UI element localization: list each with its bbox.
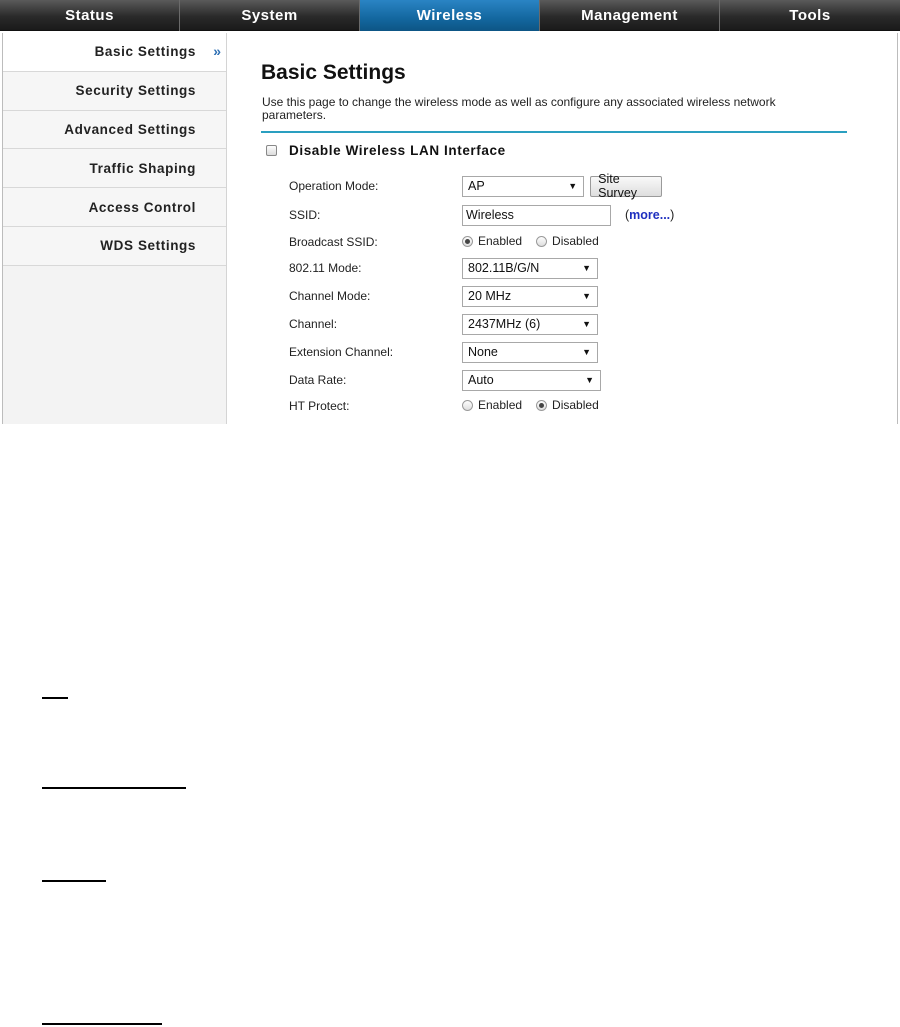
channel-label: Channel: — [289, 317, 338, 331]
tab-status[interactable]: Status — [0, 0, 180, 31]
disable-wlan-label: Disable Wireless LAN Interface — [289, 143, 506, 158]
more-close-paren: ) — [670, 208, 675, 222]
caret-down-icon: ▼ — [582, 346, 591, 357]
radio-selected-icon[interactable] — [536, 400, 547, 411]
radio-label: Disabled — [552, 398, 599, 412]
tab-wireless[interactable]: Wireless — [360, 0, 540, 31]
radio-label: Enabled — [478, 398, 523, 412]
sidebar-item-security-settings[interactable] — [3, 72, 226, 111]
sidebar-item-label: Traffic Shaping — [89, 160, 196, 176]
more-link-wrapper — [625, 208, 674, 222]
sidebar-item-basic-settings[interactable] — [3, 33, 226, 72]
channel-mode-value: 20 MHz — [468, 289, 512, 303]
extension-channel-label: Extension Channel: — [289, 345, 394, 359]
more-open-paren: ( — [625, 208, 630, 222]
data-rate-label: Data Rate: — [289, 373, 347, 387]
channel-mode-label: Channel Mode: — [289, 289, 371, 303]
channel-mode-select[interactable] — [462, 286, 598, 307]
ht-protect-disabled-option[interactable] — [536, 398, 599, 412]
disable-wlan-checkbox[interactable] — [266, 145, 277, 156]
top-navigation — [0, 0, 900, 31]
underline-rule — [42, 1023, 162, 1025]
title-divider — [261, 131, 847, 133]
ht-protect-label: HT Protect: — [289, 399, 350, 413]
ssid-label: SSID: — [289, 208, 321, 222]
mode-80211-label: 802.11 Mode: — [289, 261, 362, 275]
sidebar-item-advanced-settings[interactable] — [3, 111, 226, 150]
page-title: Basic Settings — [261, 61, 406, 84]
disable-wlan-row — [266, 143, 506, 158]
radio-icon[interactable] — [462, 400, 473, 411]
tab-tools[interactable]: Tools — [789, 7, 831, 24]
sidebar-item-label: Security Settings — [75, 83, 196, 99]
caret-down-icon: ▼ — [582, 262, 591, 273]
underline-rule — [42, 787, 186, 789]
radio-selected-icon[interactable] — [462, 236, 473, 247]
caret-down-icon: ▼ — [582, 318, 591, 329]
ht-protect-enabled-option[interactable] — [462, 398, 522, 412]
main-frame — [2, 33, 898, 424]
underline-rule — [42, 880, 106, 882]
underline-rule — [42, 697, 68, 699]
broadcast-ssid-disabled-option[interactable] — [536, 234, 599, 248]
broadcast-ssid-enabled-option[interactable] — [462, 234, 522, 248]
channel-value: 2437MHz (6) — [468, 317, 541, 331]
radio-label: Disabled — [552, 234, 599, 248]
ssid-input[interactable]: Wireless — [462, 205, 611, 226]
operation-mode-value: AP — [468, 179, 485, 193]
more-link[interactable]: more... — [629, 208, 671, 222]
data-rate-select[interactable] — [462, 370, 601, 391]
operation-mode-select[interactable] — [462, 176, 584, 197]
tab-management[interactable]: Management — [540, 0, 720, 31]
content-panel — [261, 33, 851, 424]
caret-down-icon: ▼ — [582, 290, 591, 301]
double-chevron-right-icon: » — [213, 43, 220, 60]
caret-down-icon: ▼ — [568, 180, 578, 191]
sidebar-item-access-control[interactable] — [3, 188, 226, 227]
data-rate-value: Auto — [468, 373, 494, 387]
radio-icon[interactable] — [536, 236, 547, 247]
tab-system[interactable]: System — [180, 0, 360, 31]
operation-mode-label: Operation Mode: — [289, 179, 379, 193]
caret-down-icon: ▼ — [585, 374, 594, 385]
sidebar — [3, 33, 227, 424]
sidebar-item-traffic-shaping[interactable] — [3, 149, 226, 188]
page-description: Use this page to change the wireless mode as well as configure any associated wireless network parameters. — [262, 95, 776, 122]
broadcast-ssid-label: Broadcast SSID: — [289, 235, 378, 249]
sidebar-item-label: Advanced Settings — [64, 121, 196, 137]
radio-label: Enabled — [478, 234, 523, 248]
site-survey-button[interactable]: Site Survey — [590, 176, 662, 197]
sidebar-item-label: Basic Settings — [94, 44, 196, 60]
sidebar-item-label: Access Control — [88, 199, 196, 215]
sidebar-item-wds-settings[interactable] — [3, 227, 226, 266]
mode-80211-select[interactable] — [462, 258, 598, 279]
channel-select[interactable] — [462, 314, 598, 335]
mode-80211-value: 802.11B/G/N — [468, 261, 540, 275]
extension-channel-value: None — [468, 345, 498, 359]
sidebar-item-label: WDS Settings — [100, 238, 196, 254]
extension-channel-select[interactable] — [462, 342, 598, 363]
